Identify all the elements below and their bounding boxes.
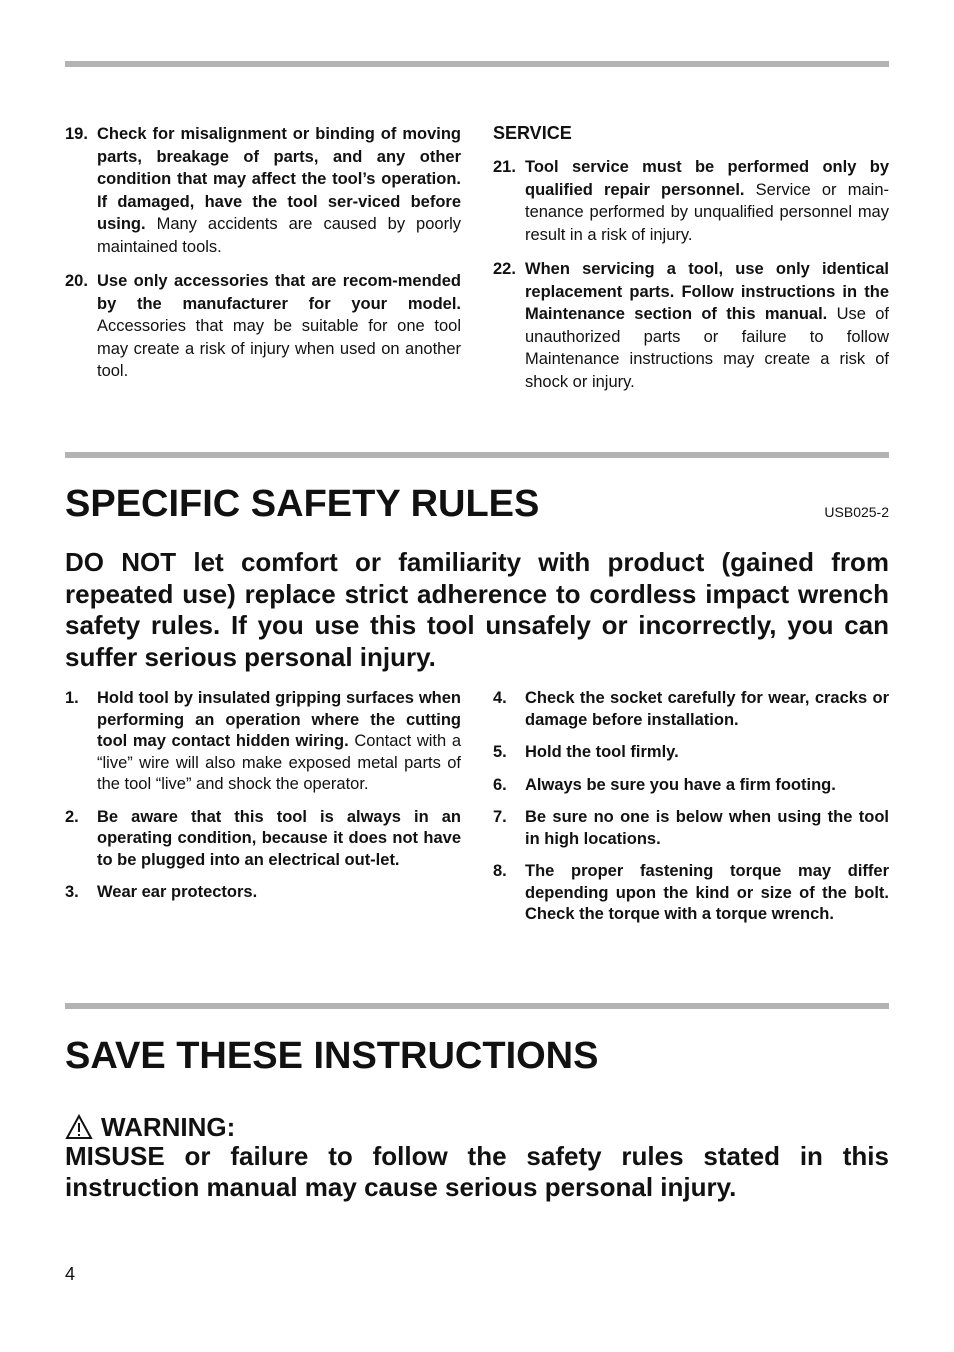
warning-triangle-icon: [65, 1114, 93, 1140]
item-number: 6.: [493, 775, 507, 794]
item-number: 5.: [493, 743, 507, 761]
item-bold-text: Check the socket carefully for wear, cracks or damage before installation.: [525, 689, 889, 729]
list-item-19: [65, 123, 461, 258]
specific-right-column: [493, 688, 889, 926]
list-item-3: [65, 882, 461, 904]
save-instructions-title: SAVE THESE INSTRUCTIONS: [65, 1035, 599, 1077]
list-item-5: [493, 742, 889, 764]
item-bold-text: Hold tool by insulated gripping surfaces when performing an operation where the cutting tool may contact hidden wiring.: [97, 689, 461, 750]
service-heading: SERVICE: [493, 123, 572, 143]
list-item-21: [493, 156, 889, 246]
top-right-column: [493, 123, 889, 393]
item-number: 21.: [493, 158, 516, 176]
item-text: Many accidents are caused by poorly maintained tools.: [97, 215, 461, 256]
warning-text: MISUSE or failure to follow the safety rules stated in this instruction manual may cause serious personal injury.: [65, 1141, 889, 1202]
item-bold-text: Be aware that this tool is always in an operating condition, because it does not have to be plugged into an electrical out-let.: [97, 807, 461, 869]
specific-rules-title: SPECIFIC SAFETY RULES: [65, 483, 540, 525]
list-item-6: [493, 775, 889, 797]
document-code: USB025-2: [824, 504, 889, 520]
item-bold-text: Be sure no one is below when using the tool in high locations.: [525, 808, 889, 848]
item-text: Contact with a “live” wire will also make exposed metal parts of the tool “live” and shock the operator.: [97, 732, 461, 793]
item-number: 22.: [493, 260, 516, 278]
item-text: Accessories that may be suitable for one tool may create a risk of injury when used on another tool.: [97, 317, 461, 380]
top-left-column: [65, 123, 461, 383]
item-bold-text: Use only accessories that are recom-mended by the manufacturer for your model.: [97, 272, 461, 313]
item-bold-text: The proper fastening torque may differ depending upon the kind or size of the bolt. Check the torque with a torque wrench.: [525, 862, 889, 923]
item-bold-text: Always be sure you have a firm footing.: [525, 775, 836, 794]
item-text: Service or main-tenance performed by unqualified personnel may result in a risk of injury.: [525, 180, 889, 244]
item-bold-text: Check for misalignment or binding of moving parts, breakage of parts, and any other condition that may affect the tool’s operation. If damaged, have the tool ser-viced before using.: [97, 125, 461, 233]
list-item-4: [493, 688, 889, 731]
section-rule-save: [65, 1003, 889, 1009]
item-bold-text: Hold the tool firmly.: [525, 743, 679, 761]
list-item-2: [65, 807, 461, 872]
list-item-20: [65, 270, 461, 383]
specific-left-column: [65, 688, 461, 904]
list-item-8: [493, 861, 889, 926]
warning-heading: [65, 1112, 235, 1142]
item-number: 20.: [65, 272, 88, 290]
item-number: 7.: [493, 808, 507, 826]
item-number: 19.: [65, 125, 88, 143]
specific-rules-lead: DO NOT let comfort or familiarity with product (gained from repeated use) replace strict adherence to cordless impact wrench safety rules. If you use this tool unsafely or incorrectly, you can suffer serious personal injury.: [65, 547, 889, 672]
list-item-1: [65, 688, 461, 796]
item-bold-text: Tool service must be performed only by qualified repair personnel.: [525, 158, 889, 199]
item-bold-text: When servicing a tool, use only identical replacement parts. Follow instructions in the Maintenance section of this manual.: [525, 260, 889, 323]
list-item-22: [493, 258, 889, 393]
page-number: 4: [65, 1264, 76, 1284]
warning-label: WARNING:: [101, 1112, 236, 1142]
item-bold-text: Wear ear protectors.: [97, 883, 258, 901]
item-text: Use of unauthorized parts or failure to follow Maintenance instructions may create a risk of shock or injury.: [525, 305, 889, 391]
item-number: 2.: [65, 807, 79, 826]
top-rule: [65, 61, 889, 67]
item-number: 8.: [493, 862, 507, 880]
item-number: 1.: [65, 689, 79, 707]
section-rule-specific: [65, 452, 889, 458]
item-number: 4.: [493, 689, 507, 707]
item-number: 3.: [65, 883, 79, 901]
list-item-7: [493, 807, 889, 850]
